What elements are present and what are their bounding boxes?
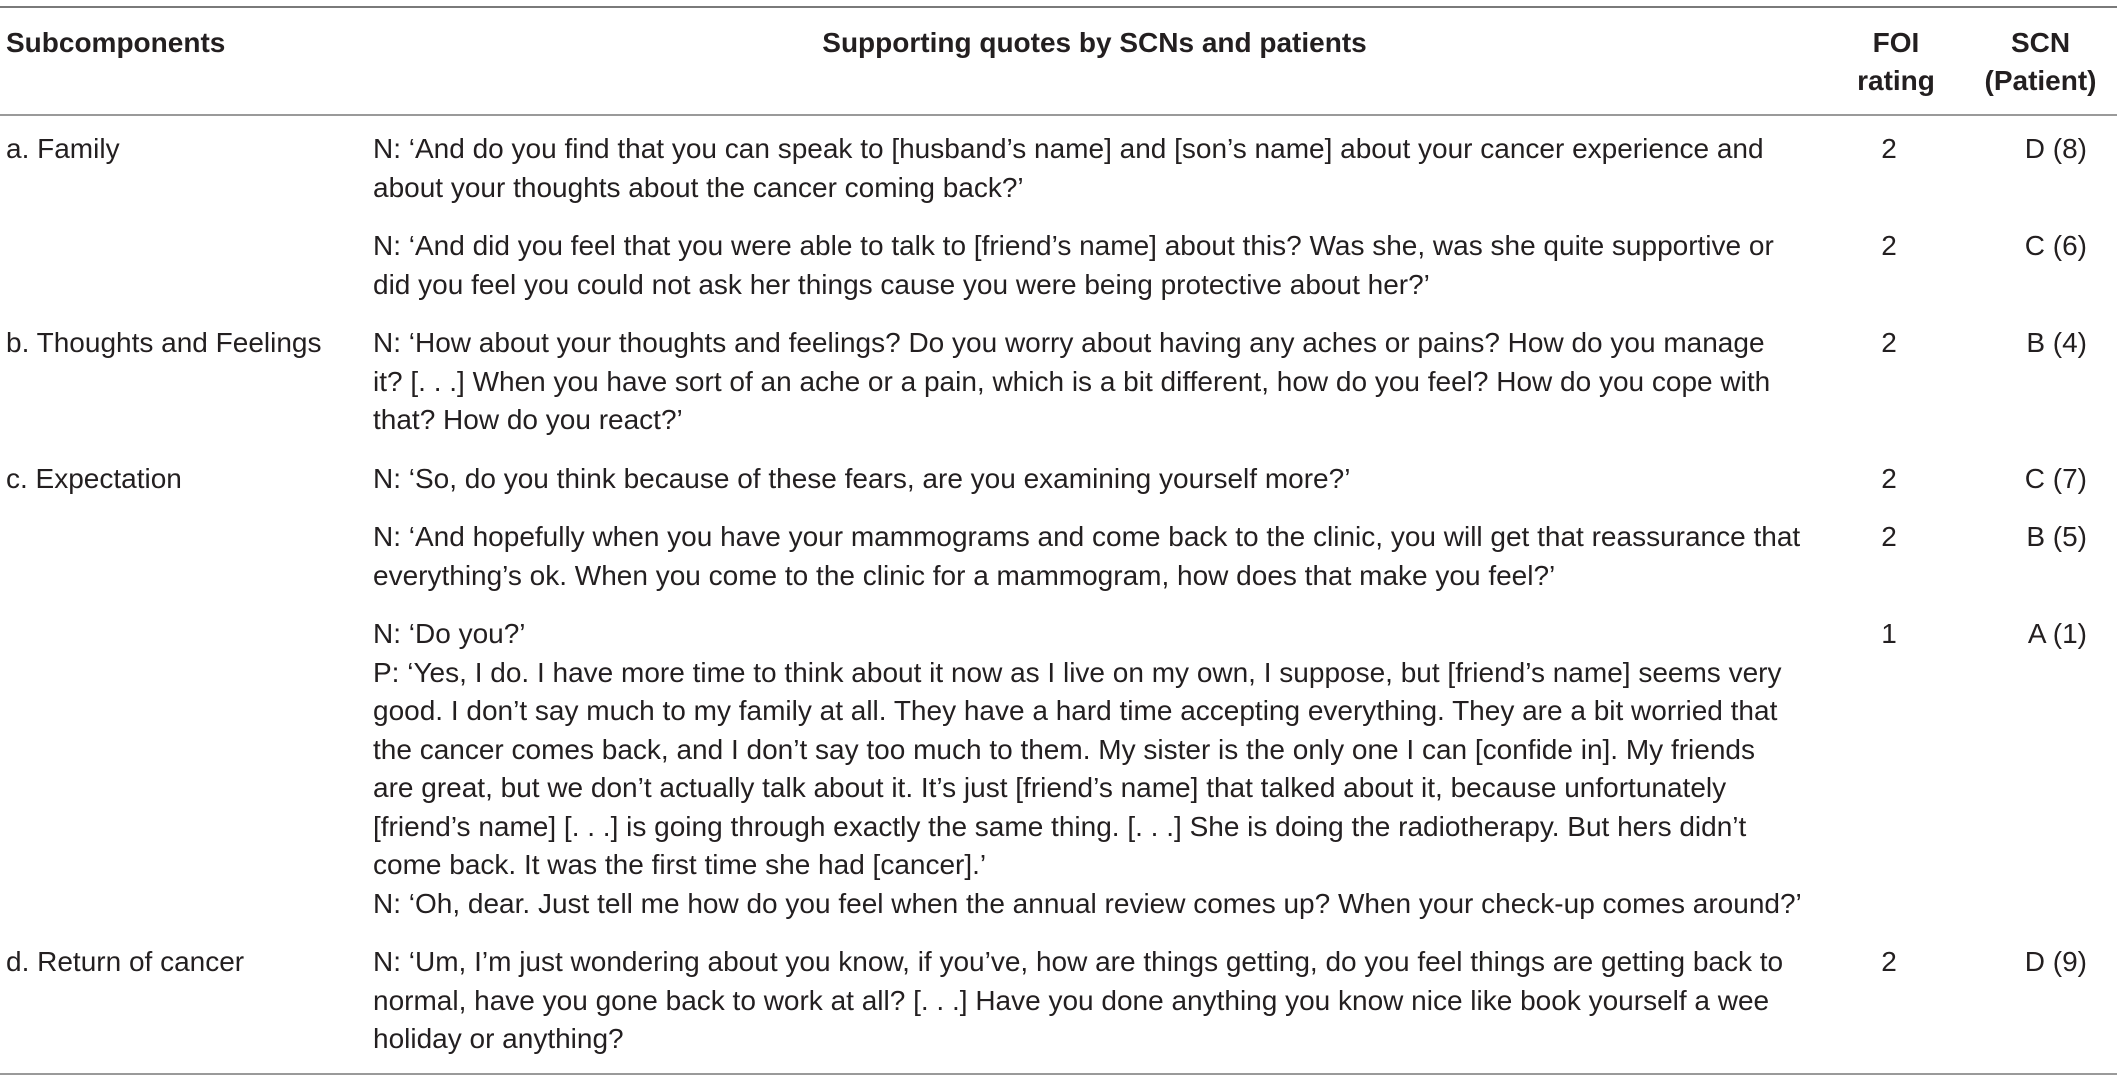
subcomponent-cell: a. Family xyxy=(6,133,120,164)
table-body xyxy=(0,115,2117,1074)
quote-line: N: ‘Um, I’m just wondering about you know, if you’ve, how are things getting, do you feel things are getting back to xyxy=(373,946,1784,977)
quote-line: are great, but we don’t actually talk about it. It’s just [friend’s name] that talked about it, because unfortunately xyxy=(373,772,1727,803)
quote-cell xyxy=(361,310,1828,446)
scn-patient-cell: D (9) xyxy=(2024,946,2087,977)
quote-line: N: ‘Do you?’ xyxy=(373,618,526,649)
quote-line: that? How do you react?’ xyxy=(373,404,683,435)
foi-rating-cell: 1 xyxy=(1881,618,1897,649)
subcomponent-cell xyxy=(0,504,361,601)
header-foi-line2: rating xyxy=(1857,65,1935,96)
table-row xyxy=(0,601,2117,929)
subcomponent-cell xyxy=(0,601,361,929)
subcomponent-cell xyxy=(0,213,361,310)
table-row xyxy=(0,310,2117,446)
quote-line: [friend’s name] [. . .] is going through exactly the same thing. [. . .] She is doing the radiotherapy. But hers didn’t xyxy=(373,810,1747,842)
quote-line: come back. It was the first time she had [cancer].’ xyxy=(373,849,987,880)
quote-line: did you feel you could not ask her things cause you were being protective about her?’ xyxy=(373,268,1430,300)
quote-line: good. I don’t say much to my family at all. They have a hard time accepting everything. They are a bit worried that xyxy=(373,695,1778,726)
quote-line: the cancer comes back, and I don’t say too much to them. My sister is the only one I can [confide in]. My friends xyxy=(373,733,1755,765)
header-scn-line1: SCN xyxy=(2010,27,2071,58)
quote-line: it? [. . .] When you have sort of an ache or a pain, which is a bit different, how do you feel? How do you cope with xyxy=(373,365,1771,397)
foi-rating-cell: 2 xyxy=(1881,230,1897,261)
scn-patient-cell: C (7) xyxy=(2024,462,2087,494)
subcomponent-cell: c. Expectation xyxy=(6,462,182,494)
foi-rating-cell: 2 xyxy=(1881,327,1897,358)
header-foi-line1: FOI xyxy=(1872,27,1920,58)
table-header xyxy=(0,7,2117,115)
quote-line: about your thoughts about the cancer coming back?’ xyxy=(373,171,1024,203)
quote-cell xyxy=(361,601,1828,929)
quotes-table xyxy=(0,6,2117,1075)
quote-line: N: ‘So, do you think because of these fears, are you examining yourself more?’ xyxy=(373,462,1351,494)
quote-line: N: ‘Oh, dear. Just tell me how do you feel when the annual review comes up? When your check-up comes around?’ xyxy=(373,887,1802,919)
header-quotes: Supporting quotes by SCNs and patients xyxy=(822,27,1367,58)
scn-patient-cell: B (5) xyxy=(2026,521,2087,552)
table-row xyxy=(0,504,2117,601)
header-subcomponents: Subcomponents xyxy=(6,27,226,58)
header-scn-line2: (Patient) xyxy=(1984,65,2097,96)
table-row xyxy=(0,929,2117,1074)
subcomponent-cell: b. Thoughts and Feelings xyxy=(6,327,322,358)
quote-line: everything’s ok. When you come to the clinic for a mammogram, how does that make you feel?’ xyxy=(373,559,1556,591)
foi-rating-cell: 2 xyxy=(1881,521,1897,552)
table-row xyxy=(0,115,2117,213)
quote-line: N: ‘How about your thoughts and feelings? Do you worry about having any aches or pains? How do you manage xyxy=(373,327,1765,358)
quote-line: N: ‘And do you find that you can speak to [husband’s name] and [son’s name] about your cancer experience and xyxy=(373,133,1764,164)
quote-line: P: ‘Yes, I do. I have more time to think about it now as I live on my own, I suppose, but [friend’s name] seems very xyxy=(373,656,1782,688)
scn-patient-cell: A (1) xyxy=(2027,618,2087,649)
scn-patient-cell: B (4) xyxy=(2026,327,2087,358)
quote-cell xyxy=(361,929,1828,1074)
scn-patient-cell: C (6) xyxy=(2024,230,2087,261)
header-row xyxy=(0,7,2117,115)
header-foi-rating xyxy=(1828,7,1964,115)
foi-rating-cell: 2 xyxy=(1881,462,1897,494)
quote-cell xyxy=(361,213,1828,310)
table-row xyxy=(0,446,2117,505)
quote-line: holiday or anything? xyxy=(373,1023,624,1054)
foi-rating-cell: 2 xyxy=(1881,946,1897,977)
quote-cell xyxy=(361,504,1828,601)
subcomponent-cell: d. Return of cancer xyxy=(6,946,245,977)
quote-line: N: ‘And hopefully when you have your mammograms and come back to the clinic, you will get that reassurance that xyxy=(373,521,1801,552)
quote-line: N: ‘And did you feel that you were able to talk to [friend’s name] about this? Was she, was she quite supportive or xyxy=(373,230,1774,261)
quote-cell xyxy=(361,115,1828,213)
quote-line: normal, have you gone back to work at all? [. . .] Have you done anything you know nice like book yourself a wee xyxy=(373,984,1770,1016)
header-scn-patient xyxy=(1964,7,2117,115)
foi-rating-cell: 2 xyxy=(1881,133,1897,164)
scn-patient-cell: D (8) xyxy=(2024,133,2087,164)
quote-cell xyxy=(361,446,1828,505)
table-row xyxy=(0,213,2117,310)
